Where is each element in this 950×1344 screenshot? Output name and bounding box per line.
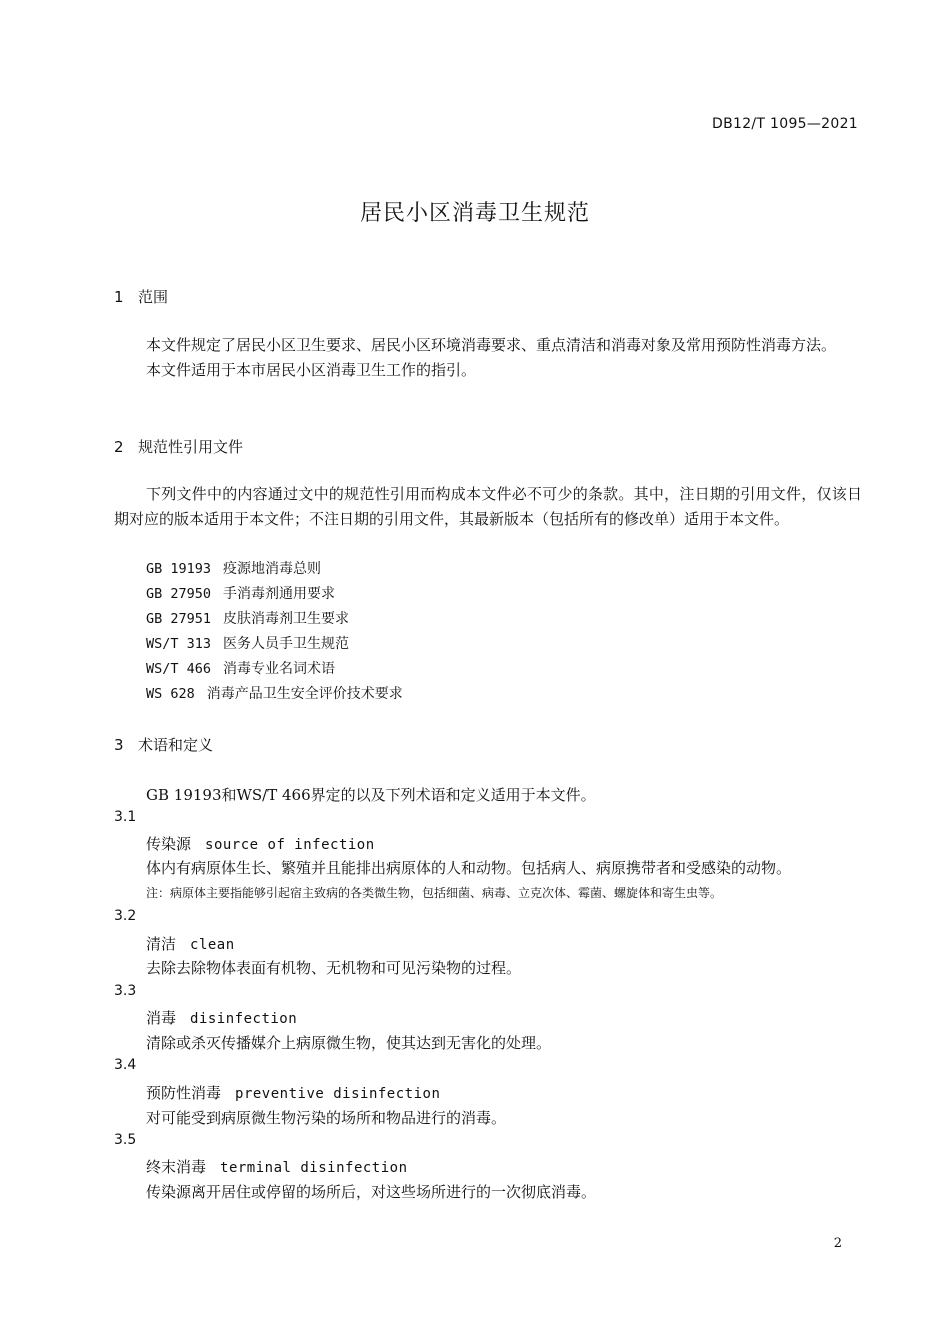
term-heading — [146, 933, 235, 954]
term-definition: 体内有病原体生长、繁殖并且能排出病原体的人和动物。包括病人、病原携带者和受感染的动物。 — [146, 859, 792, 877]
term-heading — [146, 833, 375, 854]
term-heading — [146, 1007, 297, 1028]
section-number: 3 — [114, 736, 124, 754]
standard-code: DB12/T 1095—2021 — [712, 116, 858, 132]
term-note: 注：病原体主要指能够引起宿主致病的各类微生物，包括细菌、病毒、立克次体、霉菌、螺旋体和寄生虫等。 — [146, 886, 723, 900]
reference-item — [146, 582, 335, 607]
reference-code: GB 27950 — [146, 586, 212, 602]
term-definition: 对可能受到病原微生物污染的场所和物品进行的消毒。 — [146, 1109, 507, 1127]
term-cn: 清洁 — [146, 935, 177, 953]
normative-intro-text: 下列文件中的内容通过文中的规范性引用而构成本文件必不可少的条款。其中，注日期的引用文件，仅该日期对应的版本适用于本文件；不注日期的引用文件，其最新版本（包括所有的修改单）适用于本文件。 — [114, 485, 862, 528]
reference-item — [146, 682, 403, 707]
scope-body — [114, 333, 862, 383]
term-definition: 去除去除物体表面有机物、无机物和可见污染物的过程。 — [146, 959, 522, 977]
reference-title: 医务人员手卫生规范 — [223, 636, 350, 652]
page-number: 2 — [833, 1236, 842, 1251]
section-number: 2 — [114, 438, 124, 456]
reference-item — [146, 607, 349, 632]
reference-item — [146, 557, 321, 582]
section-heading-scope — [114, 286, 168, 307]
term-number: 3.5 — [114, 1132, 137, 1148]
reference-title: 消毒专业名词术语 — [223, 661, 336, 677]
term-definition: 传染源离开居住或停留的场所后，对这些场所进行的一次彻底消毒。 — [146, 1183, 597, 1201]
reference-item — [146, 632, 349, 657]
terms-intro: GB 19193和WS/T 466界定的以及下列术语和定义适用于本文件。 — [146, 786, 596, 804]
term-en: clean — [190, 937, 235, 953]
reference-title: 疫源地消毒总则 — [223, 561, 322, 577]
reference-title: 手消毒剂通用要求 — [223, 586, 336, 602]
term-number: 3.2 — [114, 908, 137, 924]
reference-code: GB 19193 — [146, 561, 212, 577]
term-en: terminal disinfection — [220, 1160, 408, 1176]
section-title: 术语和定义 — [138, 736, 214, 754]
term-number: 3.3 — [114, 983, 137, 999]
term-definition: 清除或杀灭传播媒介上病原微生物，使其达到无害化的处理。 — [146, 1034, 552, 1052]
term-en: disinfection — [190, 1011, 298, 1027]
term-number: 3.1 — [114, 809, 137, 825]
section-heading-terms — [114, 734, 213, 755]
reference-code: GB 27951 — [146, 611, 212, 627]
scope-paragraph-2: 本文件适用于本市居民小区消毒卫生工作的指引。 — [146, 361, 477, 379]
term-heading — [146, 1082, 440, 1103]
section-title: 规范性引用文件 — [138, 438, 244, 456]
section-heading-normative — [114, 436, 243, 457]
term-cn: 传染源 — [146, 835, 192, 853]
reference-code: WS 628 — [146, 686, 195, 702]
reference-code: WS/T 313 — [146, 636, 212, 652]
term-en: source of infection — [205, 837, 375, 853]
term-heading — [146, 1156, 408, 1177]
reference-title: 消毒产品卫生安全评价技术要求 — [206, 686, 403, 702]
term-cn: 消毒 — [146, 1009, 177, 1027]
term-cn: 终末消毒 — [146, 1158, 207, 1176]
section-title: 范围 — [138, 288, 169, 306]
reference-item — [146, 657, 335, 682]
term-en: preventive disinfection — [235, 1086, 441, 1102]
document-title: 居民小区消毒卫生规范 — [359, 201, 590, 226]
scope-paragraph-1: 本文件规定了居民小区卫生要求、居民小区环境消毒要求、重点清洁和消毒对象及常用预防性消毒方法。 — [146, 336, 837, 354]
section-number: 1 — [114, 288, 124, 306]
normative-intro — [114, 482, 862, 532]
term-cn: 预防性消毒 — [146, 1084, 222, 1102]
reference-title: 皮肤消毒剂卫生要求 — [223, 611, 350, 627]
term-number: 3.4 — [114, 1057, 137, 1073]
reference-code: WS/T 466 — [146, 661, 212, 677]
